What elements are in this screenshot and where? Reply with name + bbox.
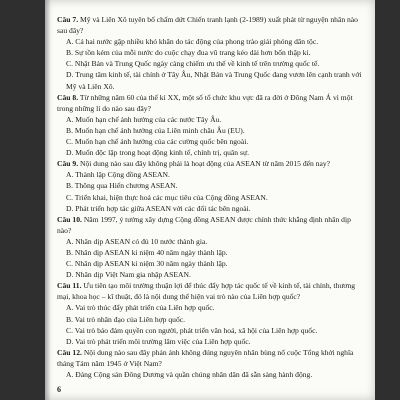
question-11: [57, 280, 365, 347]
answer-d: D. Vai trò phát triển môi trường lâm việc của Liên hợp quốc.: [66, 336, 251, 346]
answer-b: B. Nhân dịp ASEAN kỉ niệm 40 năm ngày thành lập.: [66, 247, 228, 257]
question-stem: Nội dung nào sau đây không phải là hoạt động của ASEAN từ năm 2015 đến nay?: [80, 159, 331, 169]
question-number: Câu 10.: [57, 214, 82, 224]
question-stem: Ưu tiên tạo môi trường thuận lợi để thúc đẩy hợp tác quốc tế về kinh tế, tài chính, thương mại, khoa học – kĩ thuật, đó là nội dung thể hiện vai trò nào của Liên hợp quốc?: [57, 281, 356, 302]
answer-b: B. Thông qua Hiến chương ASEAN.: [66, 181, 178, 191]
question-number: Câu 7.: [57, 15, 79, 24]
question-8: [57, 92, 365, 159]
answer-c: C. Nhật Bản và Trung Quốc ngày càng chiếm ưu thế về kinh tế trên trường quốc tế.: [66, 59, 320, 69]
answer-c: C. Nhân dịp ASEAN kỉ niệm 30 năm ngày thành lập.: [66, 259, 228, 269]
question-number: Câu 11.: [57, 281, 82, 291]
answer-a: A. Thành lập Cộng đồng ASEAN.: [66, 170, 170, 180]
answer-b: B. Sự tồn kém của mỗi nước do cuộc chạy đua vũ trang kéo dài hơn bốn thập kỉ.: [66, 48, 311, 58]
answer-b: B. Vai trò nhân đạo của Liên hợp quốc.: [66, 314, 186, 324]
answer-c: C. Muốn hạn chế ảnh hưởng của các cường quốc bên ngoài.: [66, 137, 249, 147]
question-stem: Nội dung nào sau đây phản ánh không đúng nguyên nhân bùng nổ cuộc Tổng khởi nghĩa tháng Tám năm 1945 ở Việt Nam?: [57, 347, 354, 368]
question-9: [57, 158, 365, 213]
question-stem: Năm 1997, ý tưởng xây dựng Cộng đồng ASEAN được chính thức khẳng định nhân dịp nào?: [57, 214, 351, 235]
answer-a: A. Đảng Cộng sản Đông Dương và quần chúng nhân dân đã sẵn sàng hành động.: [66, 370, 313, 379]
question-stem: Từ những năm 60 của thế kỉ XX, một số tổ chức khu vực đã ra đời ở Đông Nam Á vì một trong những lí do nào sau đây?: [57, 92, 353, 113]
answer-d: D. Trung tâm kinh tế, tài chính ở Tây Âu, Nhật Bản và Trung Quốc đang vươn lên cạnh tranh với Mỹ và Liên Xô.: [66, 70, 362, 91]
answer-c: C. Triển khai, hiện thực hoá các mục tiêu của Cộng đồng ASEAN.: [66, 192, 268, 202]
answer-d: D. Phát triển hợp tác giữa ASEAN với các đối tác bên ngoài.: [66, 203, 251, 213]
answer-d: D. Nhân dịp Việt Nam gia nhập ASEAN.: [66, 270, 191, 280]
question-stem: Mỹ và Liên Xô tuyên bố chấm dứt Chiến tranh lạnh (2-1989) xuất phát từ nguyện nhân nào sau đây?: [57, 15, 358, 36]
answer-a: A. Cả hai nước gặp nhiều khó khăn do tác động của phong trào giải phóng dân tộc.: [66, 37, 319, 47]
answer-a: A. Vai trò thúc đẩy phát triển của Liên hợp quốc.: [66, 303, 215, 313]
book-page: [45, 0, 375, 400]
question-10: [57, 214, 365, 281]
question-7: [57, 14, 365, 92]
page-number: 6: [57, 384, 61, 394]
answer-a: A. Nhân dịp ASEAN có đủ 10 nước thành gia.: [66, 236, 208, 246]
question-number: Câu 8.: [57, 92, 79, 102]
question-number: Câu 9.: [57, 159, 79, 169]
answer-b: B. Muốn hạn chế ảnh hưởng của Liên minh châu Âu (EU).: [66, 125, 245, 135]
answer-d: D. Muốn độc lập trong hoạt động kinh tế, chính trị, quân sự.: [66, 148, 249, 158]
answer-c: C. Vai trò bảo đảm quyền con người, phát triển văn hoá, xã hội của Liên hợp quốc.: [66, 325, 318, 335]
question-12: [57, 347, 365, 380]
answer-a: A. Muốn hạn chế ảnh hưởng của các nước Tây Âu.: [66, 114, 222, 124]
question-number: Câu 12.: [57, 347, 82, 357]
